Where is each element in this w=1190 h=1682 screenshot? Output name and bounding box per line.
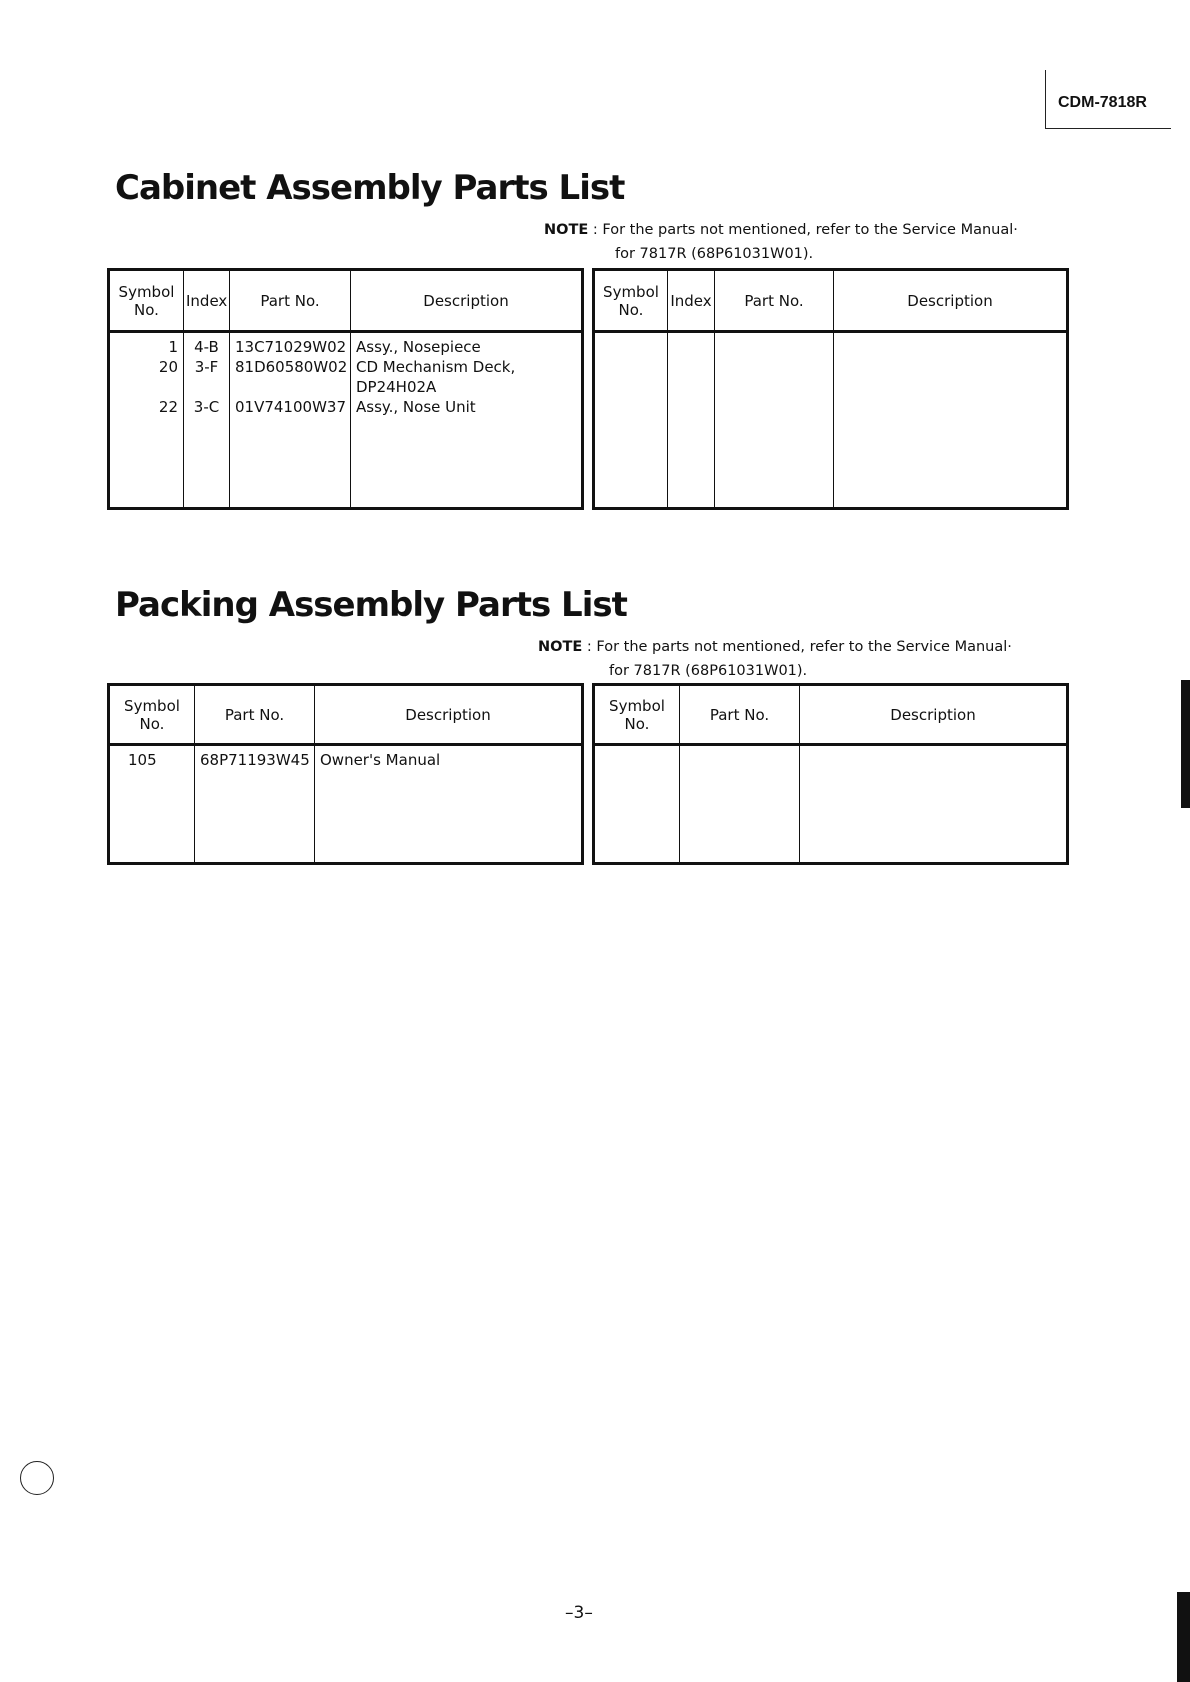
col-part-no: Part No.: [195, 685, 315, 745]
symbol-cell: 105: [128, 751, 157, 769]
packing-note: [538, 635, 1012, 683]
col-symbol-no: Symbol No.: [594, 685, 680, 745]
part-no-cell: 01V74100W37: [235, 398, 346, 416]
col-symbol-no: Symbol No.: [594, 270, 668, 332]
part-no-cell: 68P71193W45: [200, 751, 310, 769]
packing-note-line1: : For the parts not mentioned, refer to the Service Manual·: [586, 639, 1012, 655]
cabinet-parts-table-right: [592, 268, 1069, 510]
symbol-cell: 22: [158, 398, 178, 416]
table-row: [109, 745, 583, 864]
part-no-cell: 13C71029W02: [235, 338, 347, 356]
col-description: Description: [834, 270, 1068, 332]
col-part-no: Part No.: [230, 270, 351, 332]
col-part-no: Part No.: [680, 685, 800, 745]
cabinet-title: Cabinet Assembly Parts List: [115, 168, 625, 208]
description-cell: Assy., Nosepiece: [356, 338, 481, 356]
col-part-no: Part No.: [715, 270, 834, 332]
description-cell: Owner's Manual: [320, 751, 441, 769]
col-index: Index: [668, 270, 715, 332]
col-description: Description: [351, 270, 583, 332]
page-number: –3–: [565, 1603, 593, 1623]
scan-edge-mark: [1181, 680, 1190, 808]
col-symbol-no: Symbol No.: [109, 270, 184, 332]
col-description: Description: [800, 685, 1068, 745]
cabinet-note: [544, 218, 1018, 266]
cabinet-parts-table-left: [107, 268, 584, 510]
scan-edge-mark: [1177, 1592, 1190, 1682]
description-cell: CD Mechanism Deck,: [356, 358, 516, 376]
col-description: Description: [315, 685, 583, 745]
symbol-cell: 1: [168, 338, 178, 356]
index-cell: 4-B: [194, 338, 219, 356]
cabinet-note-label: NOTE: [544, 222, 589, 238]
part-no-cell: 81D60580W02: [235, 358, 348, 376]
index-cell: 3-F: [194, 358, 219, 376]
description-cell: Assy., Nose Unit: [356, 398, 476, 416]
model-number: CDM-7818R: [1058, 94, 1147, 111]
col-symbol-no: Symbol No.: [109, 685, 195, 745]
table-row: [594, 745, 1068, 864]
table-row: [594, 332, 1068, 509]
col-index: Index: [184, 270, 230, 332]
packing-parts-table-right: [592, 683, 1069, 865]
packing-note-label: NOTE: [538, 639, 583, 655]
cabinet-note-line1: : For the parts not mentioned, refer to the Service Manual·: [592, 222, 1018, 238]
packing-parts-table-left: [107, 683, 584, 865]
cabinet-note-line2: for 7817R (68P61031W01).: [615, 246, 814, 262]
index-cell: 3-C: [193, 398, 220, 416]
symbol-cell: 20: [158, 358, 178, 376]
model-header: [1045, 70, 1171, 129]
description-cell-cont: DP24H02A: [356, 378, 437, 396]
punch-hole-mark: [20, 1461, 54, 1495]
packing-note-line2: for 7817R (68P61031W01).: [609, 663, 808, 679]
table-row: [109, 332, 583, 509]
packing-title: Packing Assembly Parts List: [115, 585, 627, 625]
